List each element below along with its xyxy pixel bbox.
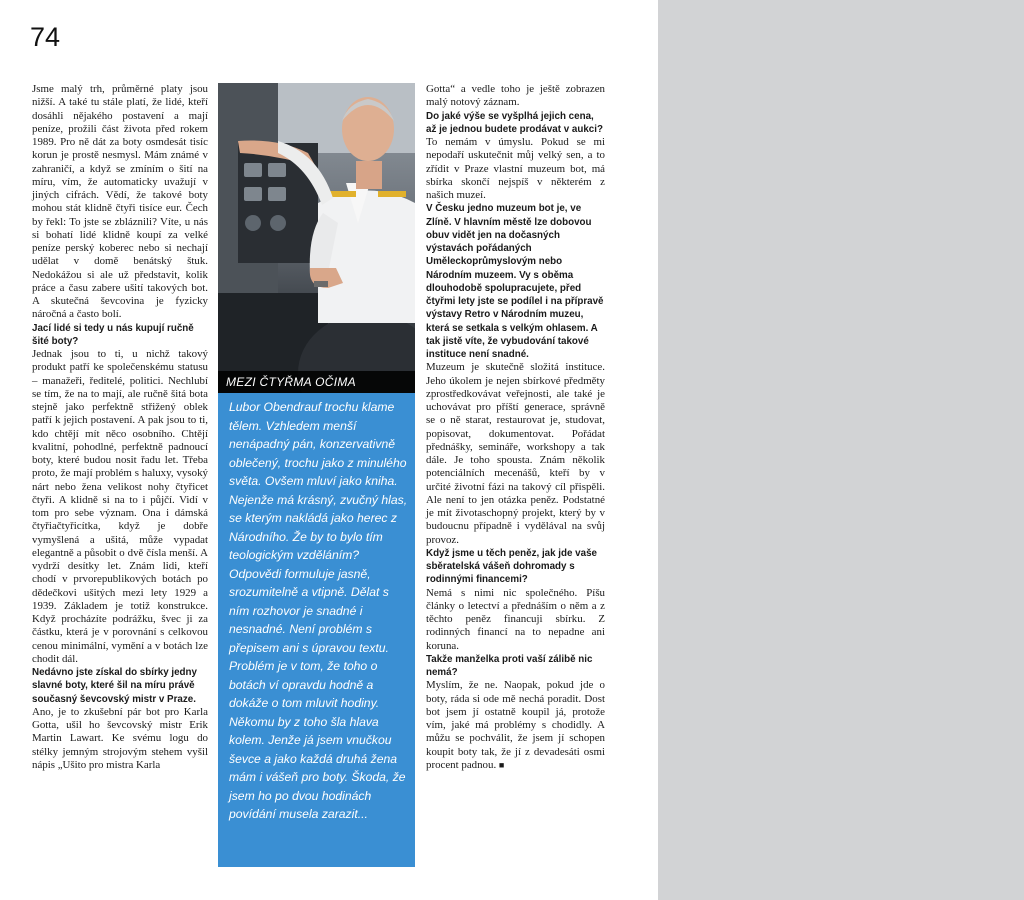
paragraph: To nemám v úmyslu. Pokud se mi nepodaří uskutečnit můj velký sen, a to zřídit v Praze vlastní muzeum bot, má sbírka skončí nejspíš v některém z našich muzeí. (426, 136, 605, 201)
cockpit-photo (218, 83, 415, 393)
paragraph: Jsme malý trh, průměrné platy jsou nižší. A také tu stále platí, že lidé, kteří dosáhli nějakého postavení a mají peníze, prožili část života před rokem 1989. Pro ně dát za boty osmdesát tisíc korun je prostě nesmysl. Mám známé v zahraničí, a když se zmíním o šití na míru, vím, že automaticky uvažují v jiných cifrách. Vědí, že takové boty mohou stát klidně čtyři tisíce eur. Čech by řekl: To jste se zbláznili? Víte, u nás si bohatí lidé klidně koupí za velké peníze perský koberec nebo si nechají udělat v domě benátský štuk. Nedokážou si ale už představit, kolik práce a času zabere ušití takových bot. A skutečná ševcovina je fyzicky náročná a často bolí. (32, 83, 208, 321)
final-paragraph-text: Myslím, že ne. Naopak, pokud jde o boty, ráda si ode mě nechá poradit. Dost bot jsem jí ostatně koupil já, protože vím, jaké má problémy s chodidly. A můžu se pochválit, že jsem jí schopen koupit boty tak, že jí z devadesáti osmi procent padnou. (426, 679, 605, 771)
interview-question: Jací lidé si tedy u nás kupují ručně šité boty? (32, 322, 194, 347)
article-column-left (32, 83, 208, 772)
sidebar-text: Lubor Obendrauf trochu klame tělem. Vzhledem menší nenápadný pán, konzervativně oblečený, trochu jako z minulého světa. Ovšem mluví jako kniha. Nejenže má krásný, zvučný hlas, se kterým nakládá jako herec z Národního. Že by to bylo tím teologickým vzděláním? Odpovědi formuluje jasně, srozumitelně a vtipně. Dělat s ním rozhovor je snadné i nesnadné. Není problém s přepisem ani s úpravou textu. Problém je v tom, že toho o botách ví opravdu hodně a dokáže o tom mluvit hodiny. Někomu by z toho šla hlava kolem. Jenže já jsem vnučkou ševce a jako každá druhá žena mám i vášeň pro boty. Škoda, že jsem ho po dvou hodinách povídání musela zarazit... (229, 400, 408, 821)
interview-question: V Česku jedno muzeum bot je, ve Zlíně. V hlavním městě lze dobovou obuv vidět jen na dočasných výstavách pořádaných Uměleckoprůmyslovým nebo Národním muzeem. Vy s oběma dlouhodobě spolupracujete, před čtyřmi lety jste se podílel i na přípravě výstavy Retro v Národním muzeu, která se setkala s velkým ohlasem. A tak jistě víte, že vybudování takové instituce není snadné. (426, 203, 604, 360)
paragraph: Jednak jsou to ti, u nichž takový produkt patří ke společenskému statusu – manažeři, ředitelé, politici. Nechlubí se tím, že na to mají, ale ručně šitá bota stejně jako perfektně střižený oblek patří k jejich postavení. A pak jsou to ti, kdo chtějí mít něco osobního. Chtějí kvalitní, pohodlné, perfektně padnoucí boty, které budou nosit řadu let. Třeba proto, že mají problém s haluxy, vysoký nárt nebo žena velikost nohy čtyřicet čtyři. A klidně si na to i půjčí. Vidí v tom pro sebe význam. Ona i dámská čtyřiačtyřicítka, když je dobře vymyšlená a ušitá, může vypadat elegantně a působit o dvě čísla menší. A vydrží desítky let. Znám lidi, kteří chodí v prvorepublikových botách po dědečkovi ušitých mezi lety 1929 a 1939. Základem je totiž konstrukce. Když procházíte podrážku, švec ji za částku, která je v porovnání s celkovou cenou minimální, vymění a v botách lze chodit dál. (32, 348, 208, 665)
end-of-article-mark: ■ (498, 759, 505, 770)
paragraph (426, 679, 605, 772)
interview-question: Takže manželka proti vaší zálibě nic nemá? (426, 653, 593, 678)
paragraph: Muzeum je skutečně složitá instituce. Jeho úkolem je nejen sbírkové předměty zprostředkovávat veřejnosti, ale také je uchovávat pro příští generace, správně se o ně starat, restaurovat je, studovat, popisovat, dokumentovat. Pořádat přednášky, semináře, workshopy a tak dále. Je toho spousta. Znám několik potenciálních mecenášů, kteří by v určité životní fázi na takový cíl přispěli. Ale není to jen otázka peněz. Podstatné je mít životaschopný projekt, který by v budoucnu případně i vydělával na svůj provoz. (426, 361, 605, 546)
author-sidebar (218, 393, 415, 867)
section-caption: MEZI ČTYŘMA OČIMA (218, 371, 415, 393)
interview-question: Když jsme u těch peněz, jak jde vaše sběratelská vášeň dohromady s rodinnými financemi? (426, 547, 597, 586)
paragraph: Ano, je to zkušební pár bot pro Karla Gotta, ušil ho ševcovský mistr Erik Martin Lawart. Ke svému logu do stélky jemným strojovým stehem vyšil nápis „Ušito pro mistra Karla (32, 705, 208, 771)
pilot-portrait-illustration (218, 83, 415, 393)
paragraph: Nemá s nimi nic společného. Píšu články o letectví a přednáším o něm a z těchto peněz financuji sbírku. Z rodinných financí na to nepadne ani koruna. (426, 586, 605, 652)
page-number: 74 (30, 22, 61, 52)
paragraph: Gotta“ a vedle toho je ještě zobrazen malý notový záznam. (426, 83, 605, 109)
interview-question: Do jaké výše se vyšplhá jejich cena, až je jednou budete prodávat v aukci? (426, 110, 603, 135)
article-column-right (426, 83, 605, 772)
interview-question: Nedávno jste získal do sbírky jedny slavné boty, které šil na míru právě současný ševcovský mistr v Praze. (32, 667, 197, 705)
